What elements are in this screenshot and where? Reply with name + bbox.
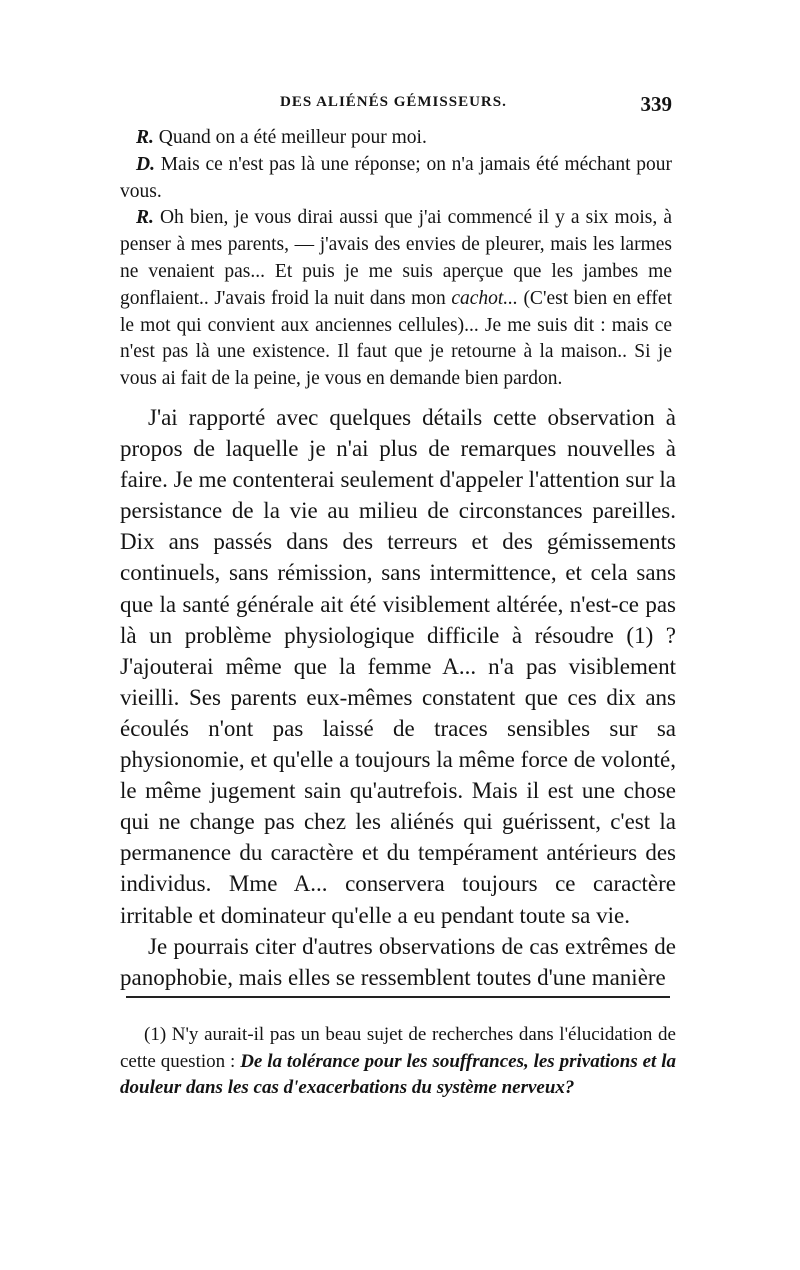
footnote-paragraph (120, 1022, 676, 1102)
dialogue-line (120, 152, 672, 206)
italic-word: cachot... (451, 287, 518, 309)
dialogue-text: Quand on a été meilleur pour moi. (158, 127, 427, 148)
dialogue-line (120, 205, 672, 393)
body-text (120, 402, 676, 993)
speaker-label: R. (136, 207, 154, 229)
footnote (120, 1022, 676, 1102)
speaker-label: D. (136, 153, 155, 175)
speaker-label: R. (136, 127, 154, 148)
dialogue-text: Oh bien, je vous dirai aussi que j'ai commencé il y a six mois, à penser à mes parents, — j'avais des envies de pleurer, mais les larmes ne venaient pas... Et puis je me suis aperçue que les jambes me gonflaient.. J'avais froid la nuit dans mon (120, 207, 672, 309)
footnote-separator (126, 996, 670, 998)
page-header (120, 92, 680, 122)
page-number: 339 (640, 92, 672, 116)
dialogue-text-continued: (C'est bien en effet le mot qui convient aux anciennes cellules)... Je me suis dit : mais ce n'est pas là une existence. Il faut que je retourne à la maison.. Si je vous ai fait de la peine, je vous en demande bien pardon. (120, 287, 672, 390)
dialogue-block (120, 125, 672, 393)
footnote-text: (1) N'y aurait-il pas un beau sujet de recherches dans l'élucidation de cette question : (120, 1024, 676, 1072)
paragraph: J'ai rapporté avec quelques détails cette observation à propos de laquelle je n'ai plus de remarques nouvelles à faire. Je me contenterai seulement d'appeler l'attention sur la persistance de la vie au milieu de circonstances pareilles. Dix ans passés dans des terreurs et des gémissements continuels, sans rémission, sans intermittence, et cela sans que la santé générale ait été visiblement altérée, n'est-ce pas là un problème physiologique difficile à résoudre (1) ? J'ajouterai même que la femme A... n'a pas visiblement vieilli. Ses parents eux-mêmes constatent que ces dix ans écoulés n'ont pas laissé de traces sensibles sur sa physionomie, et qu'elle a toujours la même force de volonté, le même jugement sain qu'autrefois. Mais il est une chose qui ne change pas chez les aliénés qui guérissent, c'est la permanence du caractère et du tempérament antérieurs des individus. Mme A... conservera toujours ce caractère irritable et dominateur qu'elle a eu pendant toute sa vie. (120, 405, 676, 928)
footnote-italic-title: De la tolérance pour les souffrances, les privations et la douleur dans les cas d'exacerbations du système nerveux? (120, 1050, 676, 1098)
paragraph: Je pourrais citer d'autres observations de cas extrêmes de panophobie, mais elles se ressemblent toutes d'une manière (120, 933, 676, 990)
dialogue-line (120, 125, 672, 152)
dialogue-text: Mais ce n'est pas là une réponse; on n'a jamais été méchant pour vous. (120, 153, 673, 202)
running-title: DES ALIÉNÉS GÉMISSEURS. (280, 94, 507, 110)
